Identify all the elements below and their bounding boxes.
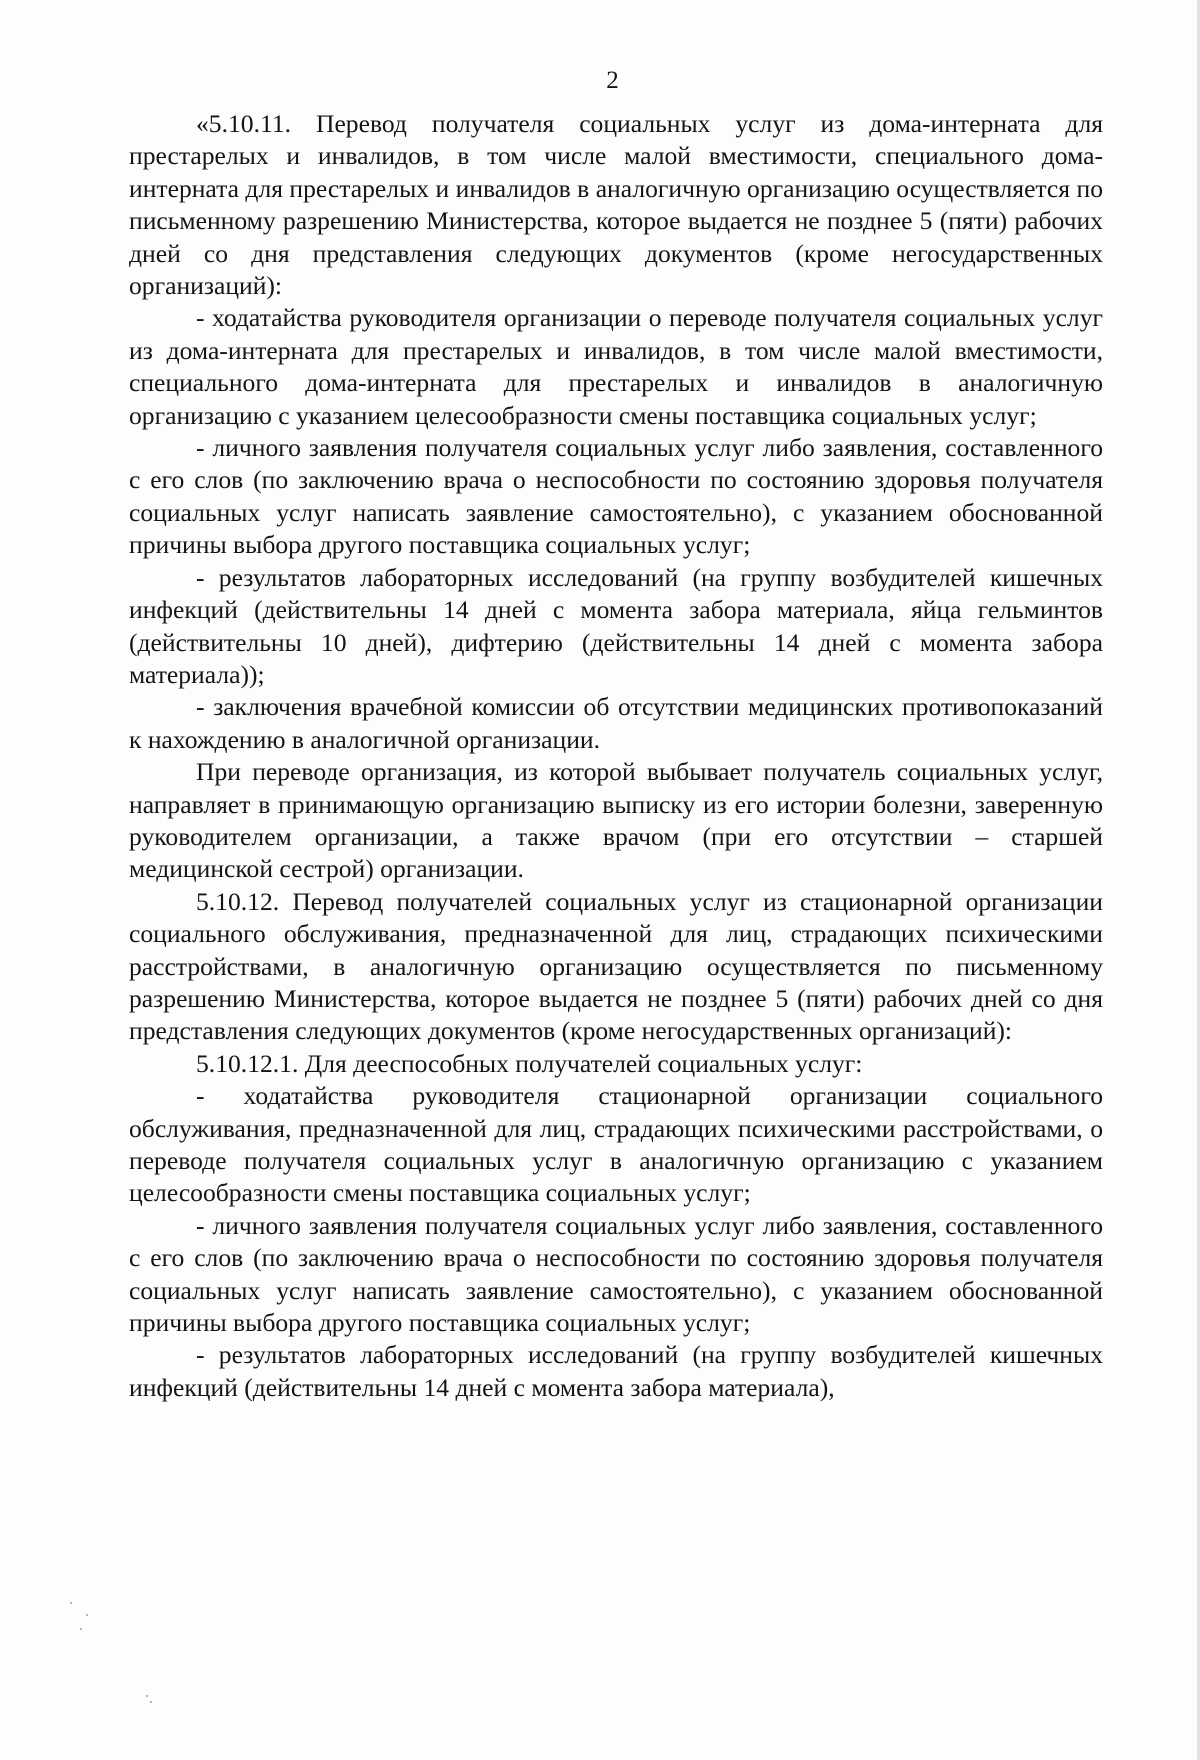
paragraph-5-10-11: «5.10.11. Перевод получателя социальных услуг из дома-интерната для престарелых и инвалидов, в том числе малой вместимости, специального дома-интерната для престарелых и инвалидов в аналогичную организацию осуществляется по письменному разрешению Министерства, которое выдается не позднее 5 (пяти) рабочих дней со дня представления следующих документов (кроме негосударственных организаций): (129, 109, 1103, 301)
list-item-lab-results: - результатов лабораторных исследований (на группу возбудителей кишечных инфекций (действительны 14 дней с момента забора материала, яйца гельминтов (действительны 10 дней), дифтерию (действительны 14 дней с момента забора материала)); (129, 562, 1103, 689)
page-number: 2 (606, 67, 619, 94)
paragraph-transfer-extract: При переводе организация, из которой выбывает получатель социальных услуг, направляет в принимающую организацию выписку из его истории болезни, заверенную руководителем организации, а также врачом (при его отсутствии – старшей медицинской сестрой) организации. (129, 757, 1103, 884)
list-item-personal-application: - личного заявления получателя социальных услуг либо заявления, составленного с его слов (по заключению врача о неспособности по состоянию здоровья получателя социальных услуг написать заявление самостоятельно), с указанием обоснованной причины выбора другого поставщика социальных услуг; (129, 433, 1103, 560)
scan-speck (146, 1695, 148, 1697)
list-item-personal-application-2: - личного заявления получателя социальных услуг либо заявления, составленного с его слов (по заключению врача о неспособности по состоянию здоровья получателя социальных услуг написать заявление самостоятельно), с указанием обоснованной причины выбора другого поставщика социальных услуг; (129, 1210, 1103, 1338)
scan-speck (86, 1614, 88, 1616)
list-item-petition: - ходатайства руководителя организации о переводе получателя социальных услуг из дома-интерната для престарелых и инвалидов, в том числе малой вместимости, специального дома-интерната для престарелых и инвалидов в аналогичную организацию с указанием целесообразности смены поставщика социальных услуг; (129, 303, 1103, 430)
scan-speck (150, 1701, 152, 1703)
scan-speck (70, 1602, 72, 1604)
scan-speck (80, 1628, 82, 1630)
paragraph-5-10-12-1: 5.10.12.1. Для дееспособных получателей социальных услуг: (196, 1048, 863, 1078)
list-item-lab-results-2: - результатов лабораторных исследований (на группу возбудителей кишечных инфекций (действительны 14 дней с момента забора материала), (129, 1340, 1103, 1402)
document-body (129, 108, 1103, 1404)
list-item-petition-psychiatric: - ходатайства руководителя стационарной организации социального обслуживания, предназначенной для лиц, страдающих психическими расстройствами, о переводе получателя социальных услуг в аналогичную организацию с указанием целесообразности смены поставщика социальных услуг; (129, 1081, 1103, 1208)
paragraph-5-10-12: 5.10.12. Перевод получателей социальных услуг из стационарной организации социального обслуживания, предназначенной для лиц, страдающих психическими расстройствами, в аналогичную организацию осуществляется по письменному разрешению Министерства, которое выдается не позднее 5 (пяти) рабочих дней со дня представления следующих документов (кроме негосударственных организаций): (129, 886, 1103, 1046)
list-item-medical-commission: - заключения врачебной комиссии об отсутствии медицинских противопоказаний к нахождению в аналогичной организации. (129, 692, 1103, 754)
